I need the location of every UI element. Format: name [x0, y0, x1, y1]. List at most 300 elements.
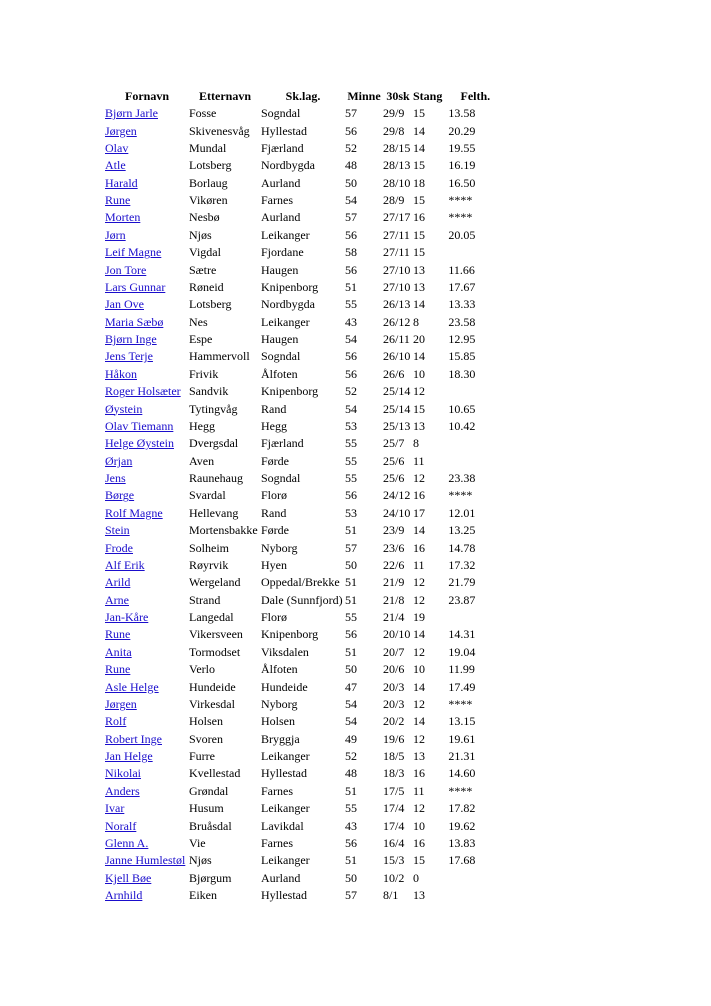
- score-stang-cell: 0: [413, 870, 419, 885]
- athlete-name-link[interactable]: Bjørn Inge: [105, 332, 157, 347]
- athlete-club-cell: Førde: [261, 453, 289, 468]
- score-minne-cell: 54: [345, 332, 357, 347]
- score-minne-cell: 55: [345, 610, 357, 625]
- score-minne-cell: 56: [345, 627, 357, 642]
- score-stang-cell: 12: [413, 384, 425, 399]
- table-row: [105, 192, 508, 209]
- score-30sk-cell: 20/6: [383, 662, 405, 677]
- athlete-club-cell: Aurland: [261, 175, 301, 190]
- score-felth-cell: 18.30: [448, 366, 476, 381]
- athlete-first-name-cell: [105, 366, 189, 383]
- score-felth-cell: 11.66: [448, 262, 475, 277]
- score-stang-cell: 15: [413, 401, 425, 416]
- score-felth-cell: ****: [448, 696, 473, 711]
- athlete-name-link[interactable]: Jon Tore: [105, 262, 147, 277]
- score-minne-cell: 55: [345, 436, 357, 451]
- score-minne-cell: 57: [345, 106, 357, 121]
- athlete-last-name-cell: Sætre: [189, 262, 217, 277]
- score-stang-cell: 19: [413, 610, 425, 625]
- score-felth-cell: 12.01: [448, 505, 476, 520]
- athlete-name-link[interactable]: Rune: [105, 662, 131, 677]
- score-30sk-cell: 26/13: [383, 297, 411, 312]
- score-minne-cell: 51: [345, 575, 357, 590]
- athlete-last-name-cell: Røyrvik: [189, 557, 229, 572]
- score-felth-cell: 13.33: [448, 297, 476, 312]
- athlete-name-link[interactable]: Rune: [105, 627, 131, 642]
- athlete-last-name-cell: Njøs: [189, 853, 212, 868]
- score-stang-cell: 11: [413, 453, 425, 468]
- score-30sk-cell: 18/3: [383, 766, 405, 781]
- athlete-last-name-cell: Nes: [189, 314, 208, 329]
- table-row: [105, 661, 508, 678]
- table-row: [105, 470, 508, 487]
- score-minne-cell: 57: [345, 540, 357, 555]
- score-felth-cell: 17.32: [448, 557, 476, 572]
- score-stang-cell: 13: [413, 888, 425, 903]
- header-row: [105, 87, 508, 105]
- athlete-club-cell: Viksdalen: [261, 644, 309, 659]
- athlete-name-link[interactable]: Maria Sæbø: [105, 314, 164, 329]
- athlete-first-name-cell: [105, 592, 189, 609]
- athlete-name-link[interactable]: Rolf Magne: [105, 505, 163, 520]
- athlete-first-name-cell: [105, 557, 189, 574]
- score-30sk-cell: 27/10: [383, 279, 411, 294]
- athlete-club-cell: Fjordane: [261, 245, 304, 260]
- score-felth-cell: 15.85: [448, 349, 476, 364]
- header-stang: Stang: [413, 88, 443, 103]
- score-minne-cell: 56: [345, 227, 357, 242]
- athlete-club-cell: Haugen: [261, 262, 299, 277]
- score-30sk-cell: 25/13: [383, 418, 411, 433]
- score-felth-cell: ****: [448, 488, 473, 503]
- score-30sk-cell: 15/3: [383, 853, 405, 868]
- score-stang-cell: 17: [413, 505, 425, 520]
- score-30sk-cell: 17/5: [383, 783, 405, 798]
- score-felth-cell: 13.15: [448, 714, 476, 729]
- athlete-name-link[interactable]: Jørgen: [105, 696, 137, 711]
- table-row: [105, 140, 508, 157]
- header-felth: Felth.: [460, 88, 491, 103]
- athlete-last-name-cell: Vie: [189, 835, 206, 850]
- athlete-last-name-cell: Strand: [189, 592, 221, 607]
- athlete-first-name-cell: [105, 244, 189, 261]
- table-row: [105, 713, 508, 730]
- score-felth-cell: [442, 870, 508, 887]
- athlete-first-name-cell: [105, 279, 189, 296]
- score-minne-cell: 56: [345, 349, 357, 364]
- athlete-first-name-cell: [105, 435, 189, 452]
- score-30sk-cell: 27/17: [383, 210, 411, 225]
- athlete-name-link[interactable]: Stein: [105, 523, 130, 538]
- athlete-club-cell: Rand: [261, 505, 287, 520]
- score-felth-cell: [442, 435, 508, 452]
- score-30sk-cell: 29/9: [383, 106, 405, 121]
- score-stang-cell: 14: [413, 123, 425, 138]
- score-30sk-cell: 25/6: [383, 453, 405, 468]
- athlete-first-name-cell: [105, 609, 189, 626]
- score-stang-cell: 12: [413, 644, 425, 659]
- table-row: [105, 279, 508, 296]
- athlete-club-cell: Leikanger: [261, 801, 310, 816]
- score-30sk-cell: 26/11: [383, 332, 410, 347]
- score-30sk-cell: 23/6: [383, 540, 405, 555]
- score-30sk-cell: 26/10: [383, 349, 411, 364]
- score-30sk-cell: 26/6: [383, 366, 405, 381]
- score-30sk-cell: 16/4: [383, 835, 405, 850]
- athlete-name-link[interactable]: Harald: [105, 175, 138, 190]
- athlete-last-name-cell: Grøndal: [189, 783, 229, 798]
- score-felth-cell: 20.05: [448, 227, 476, 242]
- athlete-name-link[interactable]: Helge Øystein: [105, 436, 174, 451]
- athlete-first-name-cell: [105, 783, 189, 800]
- score-30sk-cell: 28/9: [383, 193, 405, 208]
- athlete-club-cell: Farnes: [261, 835, 293, 850]
- table-header: [105, 87, 508, 105]
- score-30sk-cell: 24/12: [383, 488, 411, 503]
- athlete-name-link[interactable]: Atle: [105, 158, 126, 173]
- score-felth-cell: ****: [448, 210, 473, 225]
- athlete-first-name-cell: [105, 418, 189, 435]
- athlete-name-link[interactable]: Noralf: [105, 818, 137, 833]
- score-minne-cell: 57: [345, 210, 357, 225]
- athlete-first-name-cell: [105, 748, 189, 765]
- score-minne-cell: 43: [345, 818, 357, 833]
- athlete-club-cell: Florø: [261, 488, 288, 503]
- score-felth-cell: 16.19: [448, 158, 476, 173]
- athlete-name-link[interactable]: Alf Erik: [105, 557, 145, 572]
- score-30sk-cell: 27/11: [383, 227, 410, 242]
- athlete-name-link[interactable]: Olav: [105, 140, 129, 155]
- score-minne-cell: 58: [345, 245, 357, 260]
- athlete-club-cell: Lavikdal: [261, 818, 304, 833]
- score-stang-cell: 14: [413, 679, 425, 694]
- score-stang-cell: 15: [413, 245, 425, 260]
- athlete-first-name-cell: [105, 800, 189, 817]
- athlete-name-link[interactable]: Ørjan: [105, 453, 133, 468]
- athlete-club-cell: Haugen: [261, 332, 299, 347]
- athlete-last-name-cell: Tormodset: [189, 644, 241, 659]
- athlete-last-name-cell: Husum: [189, 801, 224, 816]
- score-stang-cell: 16: [413, 835, 425, 850]
- table-row: [105, 748, 508, 765]
- athlete-first-name-cell: [105, 209, 189, 226]
- athlete-first-name-cell: [105, 678, 189, 695]
- athlete-name-link[interactable]: Jan-Kåre: [105, 610, 149, 625]
- athlete-first-name-cell: [105, 661, 189, 678]
- athlete-last-name-cell: Frivik: [189, 366, 219, 381]
- athlete-first-name-cell: [105, 261, 189, 278]
- athlete-last-name-cell: Fosse: [189, 106, 217, 121]
- athlete-club-cell: Nordbygda: [261, 158, 315, 173]
- score-stang-cell: 15: [413, 158, 425, 173]
- athlete-name-link[interactable]: Anita: [105, 644, 132, 659]
- score-felth-cell: [442, 453, 508, 470]
- athlete-club-cell: Nordbygda: [261, 297, 315, 312]
- athlete-club-cell: Rand: [261, 401, 287, 416]
- table-row: [105, 261, 508, 278]
- athlete-last-name-cell: Nesbø: [189, 210, 220, 225]
- score-stang-cell: 12: [413, 592, 425, 607]
- athlete-club-cell: Leikanger: [261, 749, 310, 764]
- score-felth-cell: 14.78: [448, 540, 476, 555]
- athlete-first-name-cell: [105, 296, 189, 313]
- athlete-last-name-cell: Dvergsdal: [189, 436, 239, 451]
- athlete-name-link[interactable]: Janne Humlestøl: [105, 853, 186, 868]
- athlete-last-name-cell: Espe: [189, 332, 213, 347]
- athlete-name-link[interactable]: Morten: [105, 210, 141, 225]
- score-30sk-cell: 20/10: [383, 627, 411, 642]
- score-felth-cell: 23.38: [448, 471, 476, 486]
- score-felth-cell: 11.99: [448, 662, 475, 677]
- table-row: [105, 209, 508, 226]
- athlete-club-cell: Hundeide: [261, 679, 308, 694]
- athlete-last-name-cell: Borlaug: [189, 175, 228, 190]
- header-30sk: 30sk: [386, 88, 410, 103]
- table-row: [105, 175, 508, 192]
- athlete-club-cell: Aurland: [261, 210, 301, 225]
- athlete-club-cell: Fjærland: [261, 436, 304, 451]
- athlete-name-link[interactable]: Bjørn Jarle: [105, 106, 158, 121]
- score-minne-cell: 50: [345, 175, 357, 190]
- athlete-last-name-cell: Raunehaug: [189, 471, 243, 486]
- table-row: [105, 505, 508, 522]
- athlete-club-cell: Farnes: [261, 193, 293, 208]
- table-row: [105, 644, 508, 661]
- athlete-last-name-cell: Solheim: [189, 540, 230, 555]
- score-felth-cell: [442, 609, 508, 626]
- score-stang-cell: 11: [413, 557, 425, 572]
- athlete-name-link[interactable]: Olav Tiemann: [105, 418, 174, 433]
- table-row: [105, 626, 508, 643]
- athlete-name-link[interactable]: Rolf: [105, 714, 127, 729]
- score-stang-cell: 14: [413, 627, 425, 642]
- athlete-name-link[interactable]: Robert Inge: [105, 731, 162, 746]
- athlete-club-cell: Førde: [261, 523, 289, 538]
- athlete-name-link[interactable]: Håkon: [105, 366, 137, 381]
- table-row: [105, 574, 508, 591]
- table-row: [105, 609, 508, 626]
- score-felth-cell: 19.62: [448, 818, 476, 833]
- athlete-last-name-cell: Sandvik: [189, 384, 229, 399]
- table-row: [105, 435, 508, 452]
- table-row: [105, 487, 508, 504]
- athlete-club-cell: Sogndal: [261, 349, 301, 364]
- score-30sk-cell: 17/4: [383, 818, 405, 833]
- score-minne-cell: 57: [345, 888, 357, 903]
- athlete-club-cell: Sogndal: [261, 471, 301, 486]
- score-felth-cell: 14.31: [448, 627, 476, 642]
- score-minne-cell: 43: [345, 314, 357, 329]
- athlete-first-name-cell: [105, 574, 189, 591]
- score-felth-cell: 17.67: [448, 279, 476, 294]
- score-30sk-cell: 25/6: [383, 471, 405, 486]
- score-30sk-cell: 23/9: [383, 523, 405, 538]
- athlete-name-link[interactable]: Glenn A.: [105, 835, 149, 850]
- athlete-name-link[interactable]: Nikolai: [105, 766, 141, 781]
- athlete-club-cell: Knipenborg: [261, 384, 319, 399]
- score-felth-cell: 20.29: [448, 123, 476, 138]
- athlete-first-name-cell: [105, 400, 189, 417]
- score-30sk-cell: 20/7: [383, 644, 405, 659]
- athlete-first-name-cell: [105, 522, 189, 539]
- table-row: [105, 870, 508, 887]
- score-felth-cell: 19.61: [448, 731, 476, 746]
- athlete-last-name-cell: Eiken: [189, 888, 217, 903]
- athlete-name-link[interactable]: Frode: [105, 540, 133, 555]
- score-felth-cell: 12.95: [448, 332, 476, 347]
- athlete-last-name-cell: Hundeide: [189, 679, 236, 694]
- athlete-name-link[interactable]: Jørn: [105, 227, 126, 242]
- athlete-name-link[interactable]: Leif Magne: [105, 245, 162, 260]
- athlete-name-link[interactable]: Ivar: [105, 801, 125, 816]
- athlete-first-name-cell: [105, 887, 189, 904]
- athlete-last-name-cell: Wergeland: [189, 575, 241, 590]
- score-minne-cell: 50: [345, 557, 357, 572]
- score-minne-cell: 50: [345, 870, 357, 885]
- score-30sk-cell: 27/11: [383, 245, 410, 260]
- table-row: [105, 400, 508, 417]
- score-stang-cell: 14: [413, 297, 425, 312]
- score-30sk-cell: 28/13: [383, 158, 411, 173]
- athlete-club-cell: Knipenborg: [261, 627, 319, 642]
- score-minne-cell: 56: [345, 123, 357, 138]
- score-30sk-cell: 18/5: [383, 749, 405, 764]
- athlete-club-cell: Dale (Sunnfjord): [261, 592, 343, 607]
- score-felth-cell: ****: [448, 783, 473, 798]
- score-stang-cell: 16: [413, 766, 425, 781]
- athlete-name-link[interactable]: Jørgen: [105, 123, 137, 138]
- table-row: [105, 817, 508, 834]
- score-stang-cell: 12: [413, 696, 425, 711]
- score-minne-cell: 51: [345, 523, 357, 538]
- table-row: [105, 557, 508, 574]
- athlete-name-link[interactable]: Jan Ove: [105, 297, 144, 312]
- athlete-club-cell: Fjærland: [261, 140, 304, 155]
- score-minne-cell: 48: [345, 766, 357, 781]
- table-row: [105, 227, 508, 244]
- score-minne-cell: 51: [345, 644, 357, 659]
- score-30sk-cell: 17/4: [383, 801, 405, 816]
- athlete-club-cell: Aurland: [261, 870, 301, 885]
- score-minne-cell: 51: [345, 853, 357, 868]
- athlete-name-link[interactable]: Anders: [105, 783, 140, 798]
- athlete-name-link[interactable]: Jens: [105, 471, 126, 486]
- athlete-club-cell: Nyborg: [261, 696, 298, 711]
- score-minne-cell: 56: [345, 488, 357, 503]
- score-30sk-cell: 28/15: [383, 140, 411, 155]
- table-body: [105, 105, 508, 904]
- athlete-last-name-cell: Hellevang: [189, 505, 239, 520]
- score-stang-cell: 13: [413, 279, 425, 294]
- score-minne-cell: 51: [345, 592, 357, 607]
- score-minne-cell: 48: [345, 158, 357, 173]
- table-row: [105, 331, 508, 348]
- athlete-last-name-cell: Hammervoll: [189, 349, 250, 364]
- athlete-club-cell: Farnes: [261, 783, 293, 798]
- athlete-first-name-cell: [105, 539, 189, 556]
- score-30sk-cell: 26/12: [383, 314, 411, 329]
- athlete-name-link[interactable]: Jens Terje: [105, 349, 153, 364]
- athlete-name-link[interactable]: Lars Gunnar: [105, 279, 166, 294]
- score-minne-cell: 55: [345, 297, 357, 312]
- athlete-last-name-cell: Njøs: [189, 227, 212, 242]
- athlete-first-name-cell: [105, 122, 189, 139]
- score-minne-cell: 52: [345, 140, 357, 155]
- athlete-name-link[interactable]: Arild: [105, 575, 131, 590]
- score-stang-cell: 16: [413, 540, 425, 555]
- score-stang-cell: 15: [413, 193, 425, 208]
- athlete-name-link[interactable]: Rune: [105, 193, 131, 208]
- athlete-name-link[interactable]: Kjell Bøe: [105, 870, 152, 885]
- athlete-club-cell: Sogndal: [261, 106, 301, 121]
- score-felth-cell: 10.42: [448, 418, 476, 433]
- header-sklag: Sk.lag.: [285, 88, 321, 103]
- athlete-club-cell: Hyllestad: [261, 888, 307, 903]
- score-stang-cell: 12: [413, 801, 425, 816]
- score-minne-cell: 54: [345, 714, 357, 729]
- athlete-name-link[interactable]: Asle Helge: [105, 679, 159, 694]
- athlete-name-link[interactable]: Roger Holsæter: [105, 384, 181, 399]
- score-stang-cell: 14: [413, 714, 425, 729]
- athlete-first-name-cell: [105, 383, 189, 400]
- athlete-name-link[interactable]: Arne: [105, 592, 129, 607]
- athlete-name-link[interactable]: Øystein: [105, 401, 143, 416]
- athlete-club-cell: Leikanger: [261, 227, 310, 242]
- score-stang-cell: 8: [413, 314, 419, 329]
- table-row: [105, 105, 508, 122]
- score-felth-cell: 13.25: [448, 523, 476, 538]
- athlete-last-name-cell: Vigdal: [189, 245, 221, 260]
- score-stang-cell: 8: [413, 436, 419, 451]
- score-felth-cell: 21.79: [448, 575, 476, 590]
- score-stang-cell: 14: [413, 349, 425, 364]
- score-minne-cell: 53: [345, 505, 357, 520]
- score-stang-cell: 11: [413, 783, 425, 798]
- athlete-last-name-cell: Svoren: [189, 731, 223, 746]
- athlete-name-link[interactable]: Jan Helge: [105, 749, 153, 764]
- table-row: [105, 122, 508, 139]
- score-30sk-cell: 22/6: [383, 557, 405, 572]
- score-minne-cell: 55: [345, 471, 357, 486]
- score-minne-cell: 51: [345, 279, 357, 294]
- athlete-name-link[interactable]: Børge: [105, 488, 135, 503]
- athlete-last-name-cell: Mundal: [189, 140, 227, 155]
- athlete-first-name-cell: [105, 175, 189, 192]
- score-30sk-cell: 10/2: [383, 870, 405, 885]
- athlete-club-cell: Nyborg: [261, 540, 298, 555]
- score-minne-cell: 52: [345, 384, 357, 399]
- table-row: [105, 418, 508, 435]
- athlete-last-name-cell: Holsen: [189, 714, 223, 729]
- athlete-last-name-cell: Verlo: [189, 662, 215, 677]
- table-row: [105, 731, 508, 748]
- athlete-club-cell: Bryggja: [261, 731, 300, 746]
- score-30sk-cell: 25/14: [383, 401, 411, 416]
- athlete-first-name-cell: [105, 505, 189, 522]
- athlete-first-name-cell: [105, 348, 189, 365]
- table-row: [105, 887, 508, 904]
- table-row: [105, 783, 508, 800]
- score-minne-cell: 55: [345, 453, 357, 468]
- table-row: [105, 835, 508, 852]
- athlete-name-link[interactable]: Arnhild: [105, 888, 143, 903]
- score-felth-cell: 17.49: [448, 679, 476, 694]
- score-felth-cell: [442, 887, 508, 904]
- score-felth-cell: 16.50: [448, 175, 476, 190]
- score-felth-cell: 17.82: [448, 801, 476, 816]
- score-minne-cell: 56: [345, 835, 357, 850]
- athlete-first-name-cell: [105, 870, 189, 887]
